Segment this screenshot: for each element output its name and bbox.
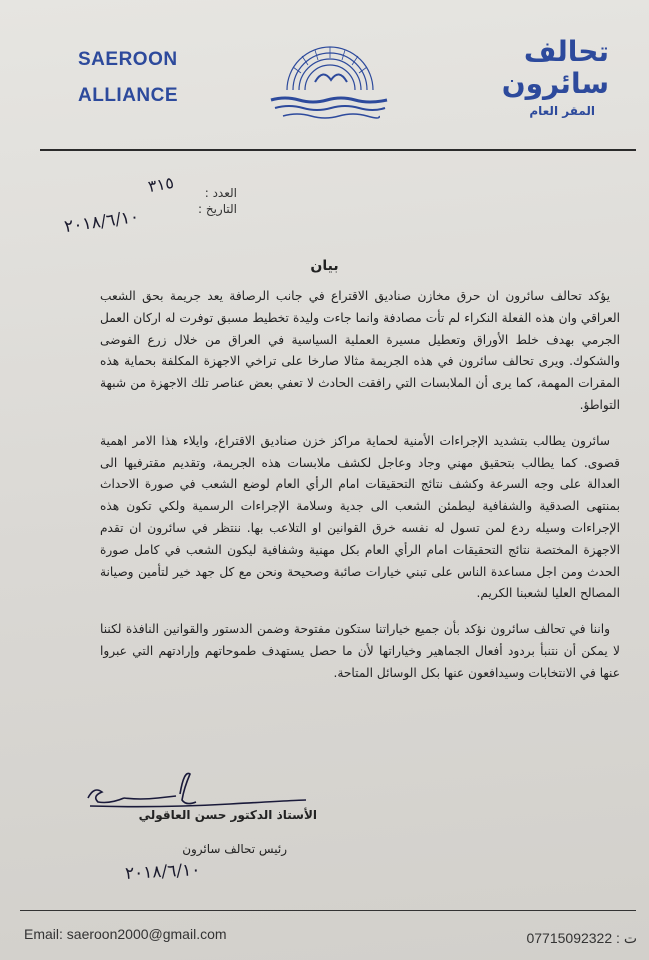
header-en-line2: ALLIANCE <box>78 85 179 106</box>
signatory-role: رئيس تحالف سائرون <box>182 842 287 856</box>
statement-body <box>100 286 620 699</box>
date-label: التاريخ : <box>197 202 237 216</box>
alliance-logo <box>265 38 395 128</box>
header-en-line1: SAEROON <box>78 49 178 70</box>
signature-date: ٢٠١٨/٦/١٠ <box>124 860 201 884</box>
header-ar-subtitle: المقر العام <box>529 104 595 118</box>
reference-date: ٢٠١٨/٦/١٠ <box>62 206 141 238</box>
header-english <box>78 42 178 114</box>
footer-phone: 07715092322 : ت <box>526 930 637 946</box>
reference-block <box>198 185 237 217</box>
reference-number: ٣١٥ <box>146 172 176 197</box>
footer-email: Email: saeroon2000@gmail.com <box>24 926 227 942</box>
header-ar-line2: سائرون <box>501 67 609 100</box>
paragraph-1: يؤكد تحالف سائرون ان حرق مخازن صناديق الاقتراع في جانب الرصافة يعد جريمة بحق الشعب العراقي وان هذه الفعلة النكراء لم تأت مصادفة وانما جاءت وليدة تخطيط مسبق توفرت له اركان العمل الجرمي بهدف خلط الأوراق وتعطيل مسيرة العملية السياسية في العراق من خلال زرع الفوضى والشكوك. ويرى تحالف سائرون في هذه الجريمة مثالا صارخا على تراخي الاجهزة المكلفة بحماية هذه المقرات المهمة، كما يرى أن الملابسات التي رافقت الحادث لا تعفي بعض عناصر تلك الاجهزة من شبهة التواطؤ. <box>100 289 620 412</box>
number-label: العدد : <box>204 186 237 200</box>
paragraph-3: واننا في تحالف سائرون نؤكد بأن جميع خياراتنا ستكون مفتوحة وضمن الدستور والقوانين النافذة لكننا لا يمكن أن نتنبأ بردود أفعال الجماهير وخياراتها لأن ما حصل يستهدف طموحاتهم وإرادتهم التي عبروا عنها في الانتخابات وسيدافعون عنها بكل الوسائل المتاحة. <box>100 622 620 680</box>
paragraph-2: سائرون يطالب بتشديد الإجراءات الأمنية لحماية مراكز خزن صناديق الاقتراع، وايلاء هذا الامر اهمية قصوى. كما يطالب بتحقيق مهني وجاد وعاجل لكشف ملابسات هذه الجريمة، وتقديم مقترفيها الى العدالة على وجه السرعة وكشف نتائج التحقيقات امام الرأي العام لوضع الشعب في صورة الاحداث بمنتهى الصدقية والشفافية ليطمئن الشعب الى جدية وسلامة الإجراءات الرسمية ولكي تكون هذه الإجراءات وسيله ردع لمن تسول له نفسه خرق القوانين او التلاعب بها. ننتظر في سائرون ان تقدم الاجهزة المختصة نتائج التحقيقات امام الرأي العام بكل مهنية وشفافية ليكون الشعب في كامل صورة الحدث ومن اجل مساعدة الناس على تبني خيارات صائبة وصحيحة ونحن مع كل جهد خير لتأمين وصيانة المصالح العليا لشعبنا الكريم. <box>100 433 620 601</box>
header-ar-line1: تحالف <box>523 35 609 68</box>
header-divider <box>40 149 636 151</box>
signatory-name: الأستاذ الدكتور حسن العاقولي <box>138 808 317 822</box>
document-title: بيان <box>310 258 339 274</box>
header-arabic <box>459 36 609 122</box>
footer-divider <box>20 910 636 911</box>
